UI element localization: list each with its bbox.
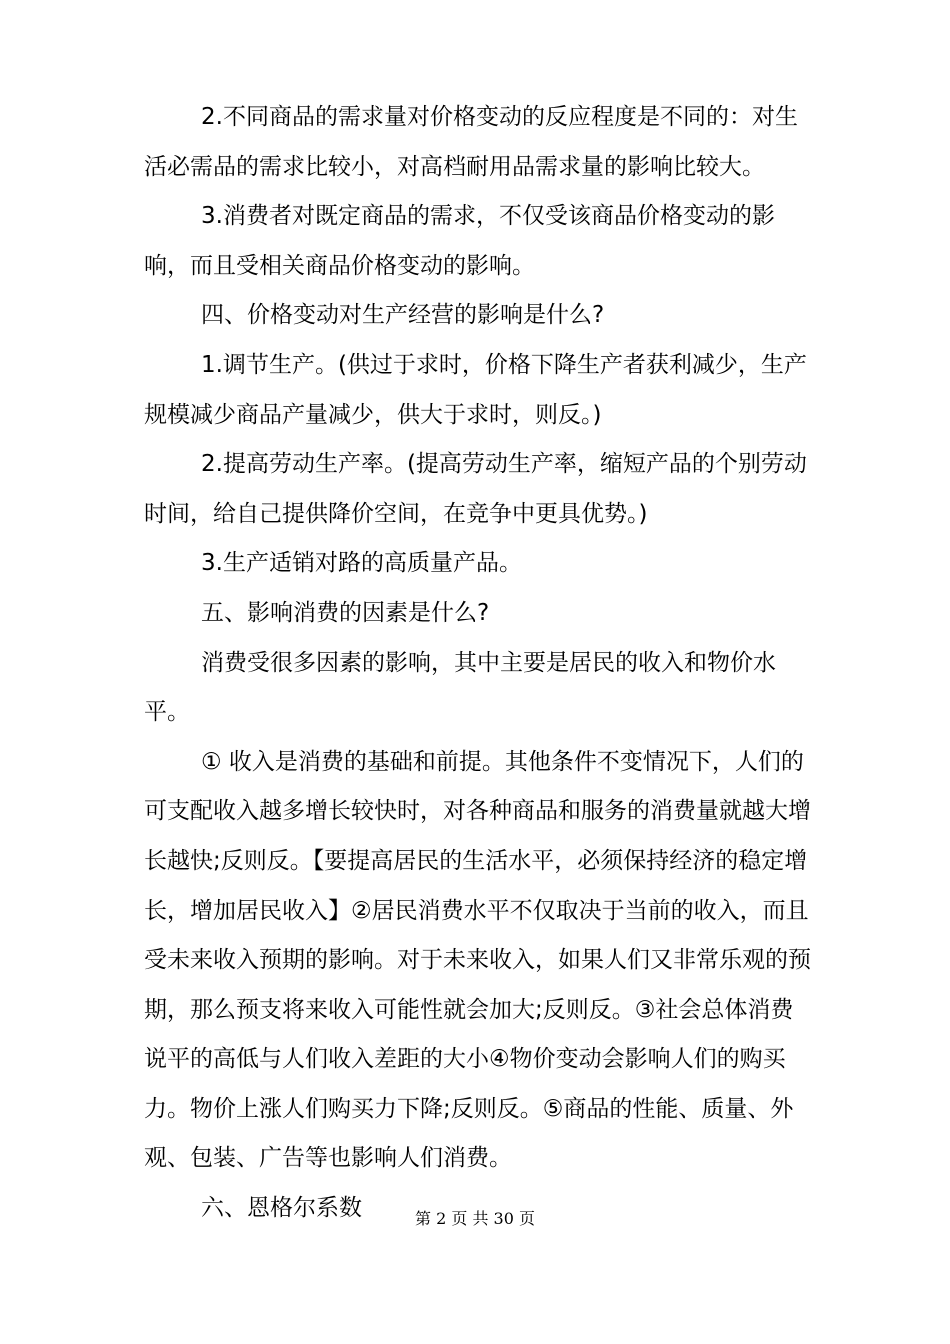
paragraph-demand-elasticity: 2.不同商品的需求量对价格变动的反应程度是不同的：对生活必需品的需求比较小，对高档耐用品需求量的影响比较大。 <box>144 104 798 180</box>
paragraph-quality-products: 3.生产适销对路的高质量产品。 <box>201 550 522 577</box>
paragraph-income-factors: ① 收入是消费的基础和前提。其他条件不变情况下，人们的可支配收入越多增长较快时，对各种商品和服务的消费量就越大增长越快;反则反。【要提高居民的生活水平，必须保持经济的稳定增长，增加居民收入】②居民消费水平不仅取决于当前的收入，而且受未来收入预期的影响。对于未来收入，如果人们又非常乐观的预期，那么预支将来收入可能性就会加大;反则反。③社会总体消费说平的高低与人们收入差距的大小④物价变动会影响人们的购买力。物价上涨人们购买力下降;反则反。⑤商品的性能、质量、外观、包装、广告等也影响人们消费。 <box>144 748 811 1172</box>
paragraph-consumption-intro: 消费受很多因素的影响，其中主要是居民的收入和物价水平。 <box>144 649 776 726</box>
heading-engel-coefficient: 六、恩格尔系数 <box>201 1195 362 1222</box>
paragraph-productivity: 2.提高劳动生产率。(提高劳动生产率，缩短产品的个别劳动时间，给自己提供降价空间，在竞争中更具优势。) <box>144 451 807 527</box>
paragraph-related-goods: 3.消费者对既定商品的需求，不仅受该商品价格变动的影响，而且受相关商品价格变动的影响。 <box>144 203 775 279</box>
heading-consumption-factors: 五、影响消费的因素是什么? <box>201 599 490 626</box>
paragraph-adjust-production: 1.调节生产。(供过于求时，价格下降生产者获利减少，生产规模减少商品产量减少，供大于求时，则反。) <box>144 351 807 428</box>
heading-price-production: 四、价格变动对生产经营的影响是什么? <box>201 302 605 329</box>
page-number-footer: 第 2 页 共 30 页 <box>415 1209 535 1228</box>
document-body <box>144 93 816 1234</box>
